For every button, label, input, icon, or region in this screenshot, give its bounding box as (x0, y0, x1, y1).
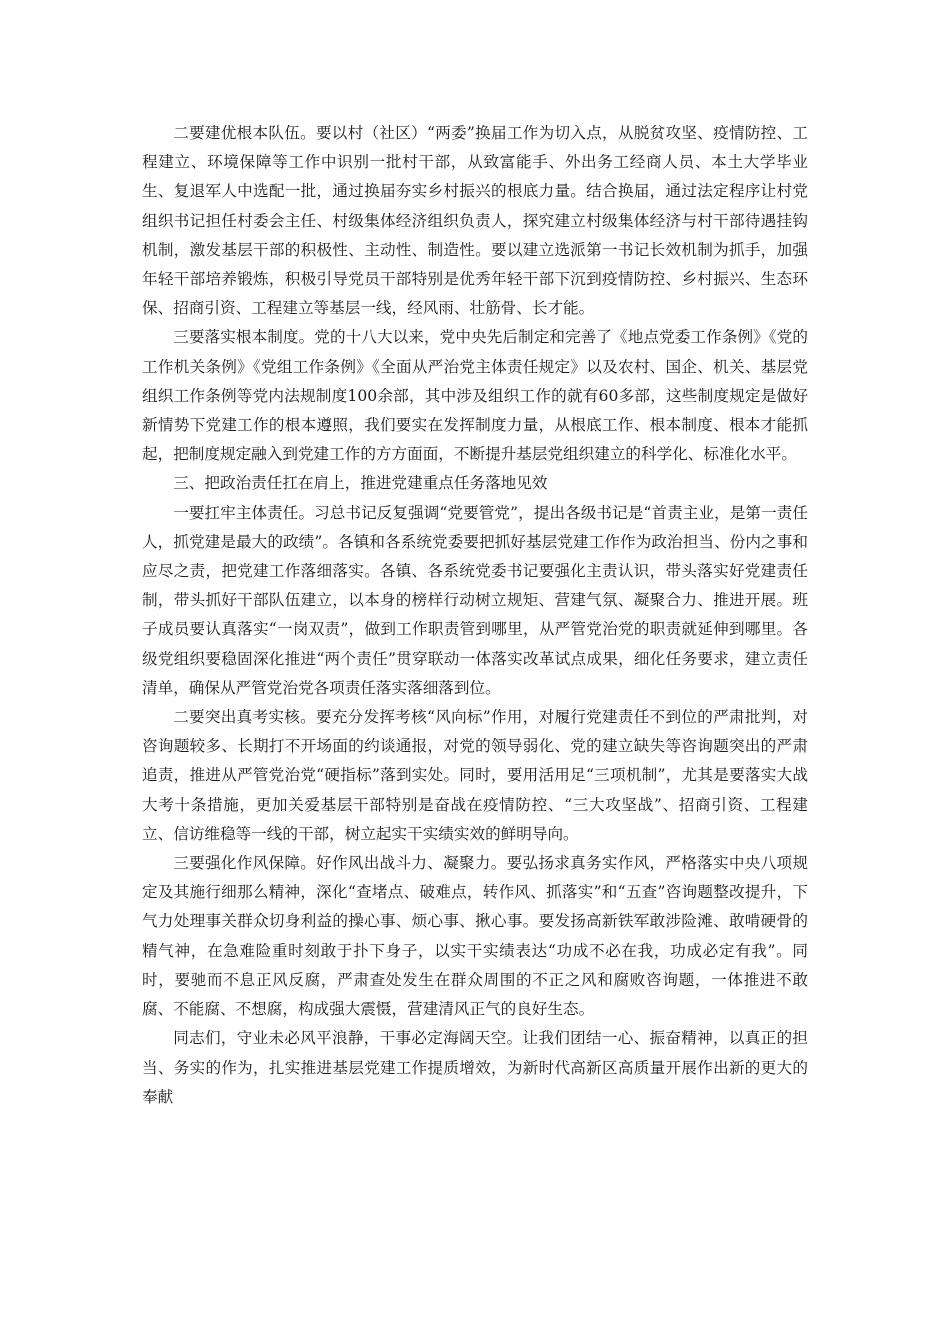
document-body (142, 119, 808, 1112)
paragraph-work-style: 三要强化作风保障。好作风出战斗力、凝聚力。要弘扬求真务实作风，严格落实中央八项规定及其施行细那么精神，深化“查堵点、破难点，转作风、抓落实”和“五查”咨询题整改提升，下气力处理事关群众切身利益的操心事、烦心事、揪心事。要发扬高新铁军敢涉险滩、敢啃硬骨的精气神，在急难险重时刻敢于扑下身子，以实干实绩表达“功成不必在我，功成必定有我”。同时，要驰而不息正风反腐，严肃查处发生在群众周围的不正之风和腐败咨询题，一体推进不敢腐、不能腐、不想腐，构成强大震慑，营建清风正气的良好生态。 (142, 854, 808, 1019)
paragraph-implement-system: 三要落实根本制度。党的十八大以来，党中央先后制定和完善了《地点党委工作条例》《党的工作机关条例》《党组工作条例》《全面从严治党主体责任规定》以及农村、国企、机关、基层党组织工作条例等党内法规制度100余部，其中涉及组织工作的就有60多部，这些制度规定是做好新情势下党建工作的根本遵照，我们要实在发挥制度力量，从根底工作、根本制度、根本才能抓起，把制度规定融入到党建工作的方方面面，不断提升基层党组织建立的科学化、标准化水平。 (142, 328, 808, 464)
paragraph-build-team: 二要建优根本队伍。要以村（社区）“两委”换届工作为切入点，从脱贫攻坚、疫情防控、工程建立、环境保障等工作中识别一批村干部，从致富能手、外出务工经商人员、本土大学毕业生、复退军人中选配一批，通过换届夯实乡村振兴的根底力量。结合换届，通过法定程序让村党组织书记担任村委会主任、村级集体经济组织负责人，探究建立村级集体经济与村干部待遇挂钩机制，激发基层干部的积极性、主动性、制造性。要以建立选派第一书记长效机制为抓手，加强年轻干部培养锻炼，积极引导党员干部特别是优秀年轻干部下沉到疫情防控、乡村振兴、生态环保、招商引资、工程建立等基层一线，经风雨、壮筋骨、长才能。 (142, 124, 808, 318)
paragraph-assessment: 二要突出真考实核。要充分发挥考核“风向标”作用，对履行党建责任不到位的严肃批判，对咨询题较多、长期打不开场面的约谈通报，对党的领导弱化、党的建立缺失等咨询题突出的严肃追责，推进从严管党治党“硬指标”落到实处。同时，要用活用足“三项机制”，尤其是要落实大战大考十条措施，更加关爱基层干部特别是奋战在疫情防控、“三大攻坚战”、招商引资、工程建立、信访维稳等一线的干部，树立起实干实绩实效的鲜明导向。 (142, 708, 808, 843)
paragraph-closing: 同志们，守业未必风平浪静，干事必定海阔天空。让我们团结一心、振奋精神，以真正的担当、务实的作为，扎实推进基层党建工作提质增效，为新时代高新区高质量开展作出新的更大的奉献 (142, 1029, 808, 1106)
section-heading-political-responsibility: 三、把政治责任扛在肩上，推进党建重点任务落地见效 (173, 474, 548, 493)
paragraph-main-responsibility: 一要扛牢主体责任。习总书记反复强调“党要管党”，提出各级书记是“首责主业，是第一责任人，抓党建是最大的政绩”。各镇和各系统党委要把抓好基层党建工作作为政治担当、份内之事和应尽之责，把党建工作落细落实。各镇、各系统党委书记要强化主责认识，带头落实好党建责任制，带头抓好干部队伍建立，以本身的榜样行动树立规矩、营建气氛、凝聚合力、推进开展。班子成员要认真落实“一岗双责”，做到工作职责管到哪里，从严管党治党的职责就延伸到哪里。各级党组织要稳固深化推进“两个责任”贯穿联动一体落实改革试点成果，细化任务要求，建立责任清单，确保从严管党治党各项责任落实落细落到位。 (142, 503, 808, 697)
